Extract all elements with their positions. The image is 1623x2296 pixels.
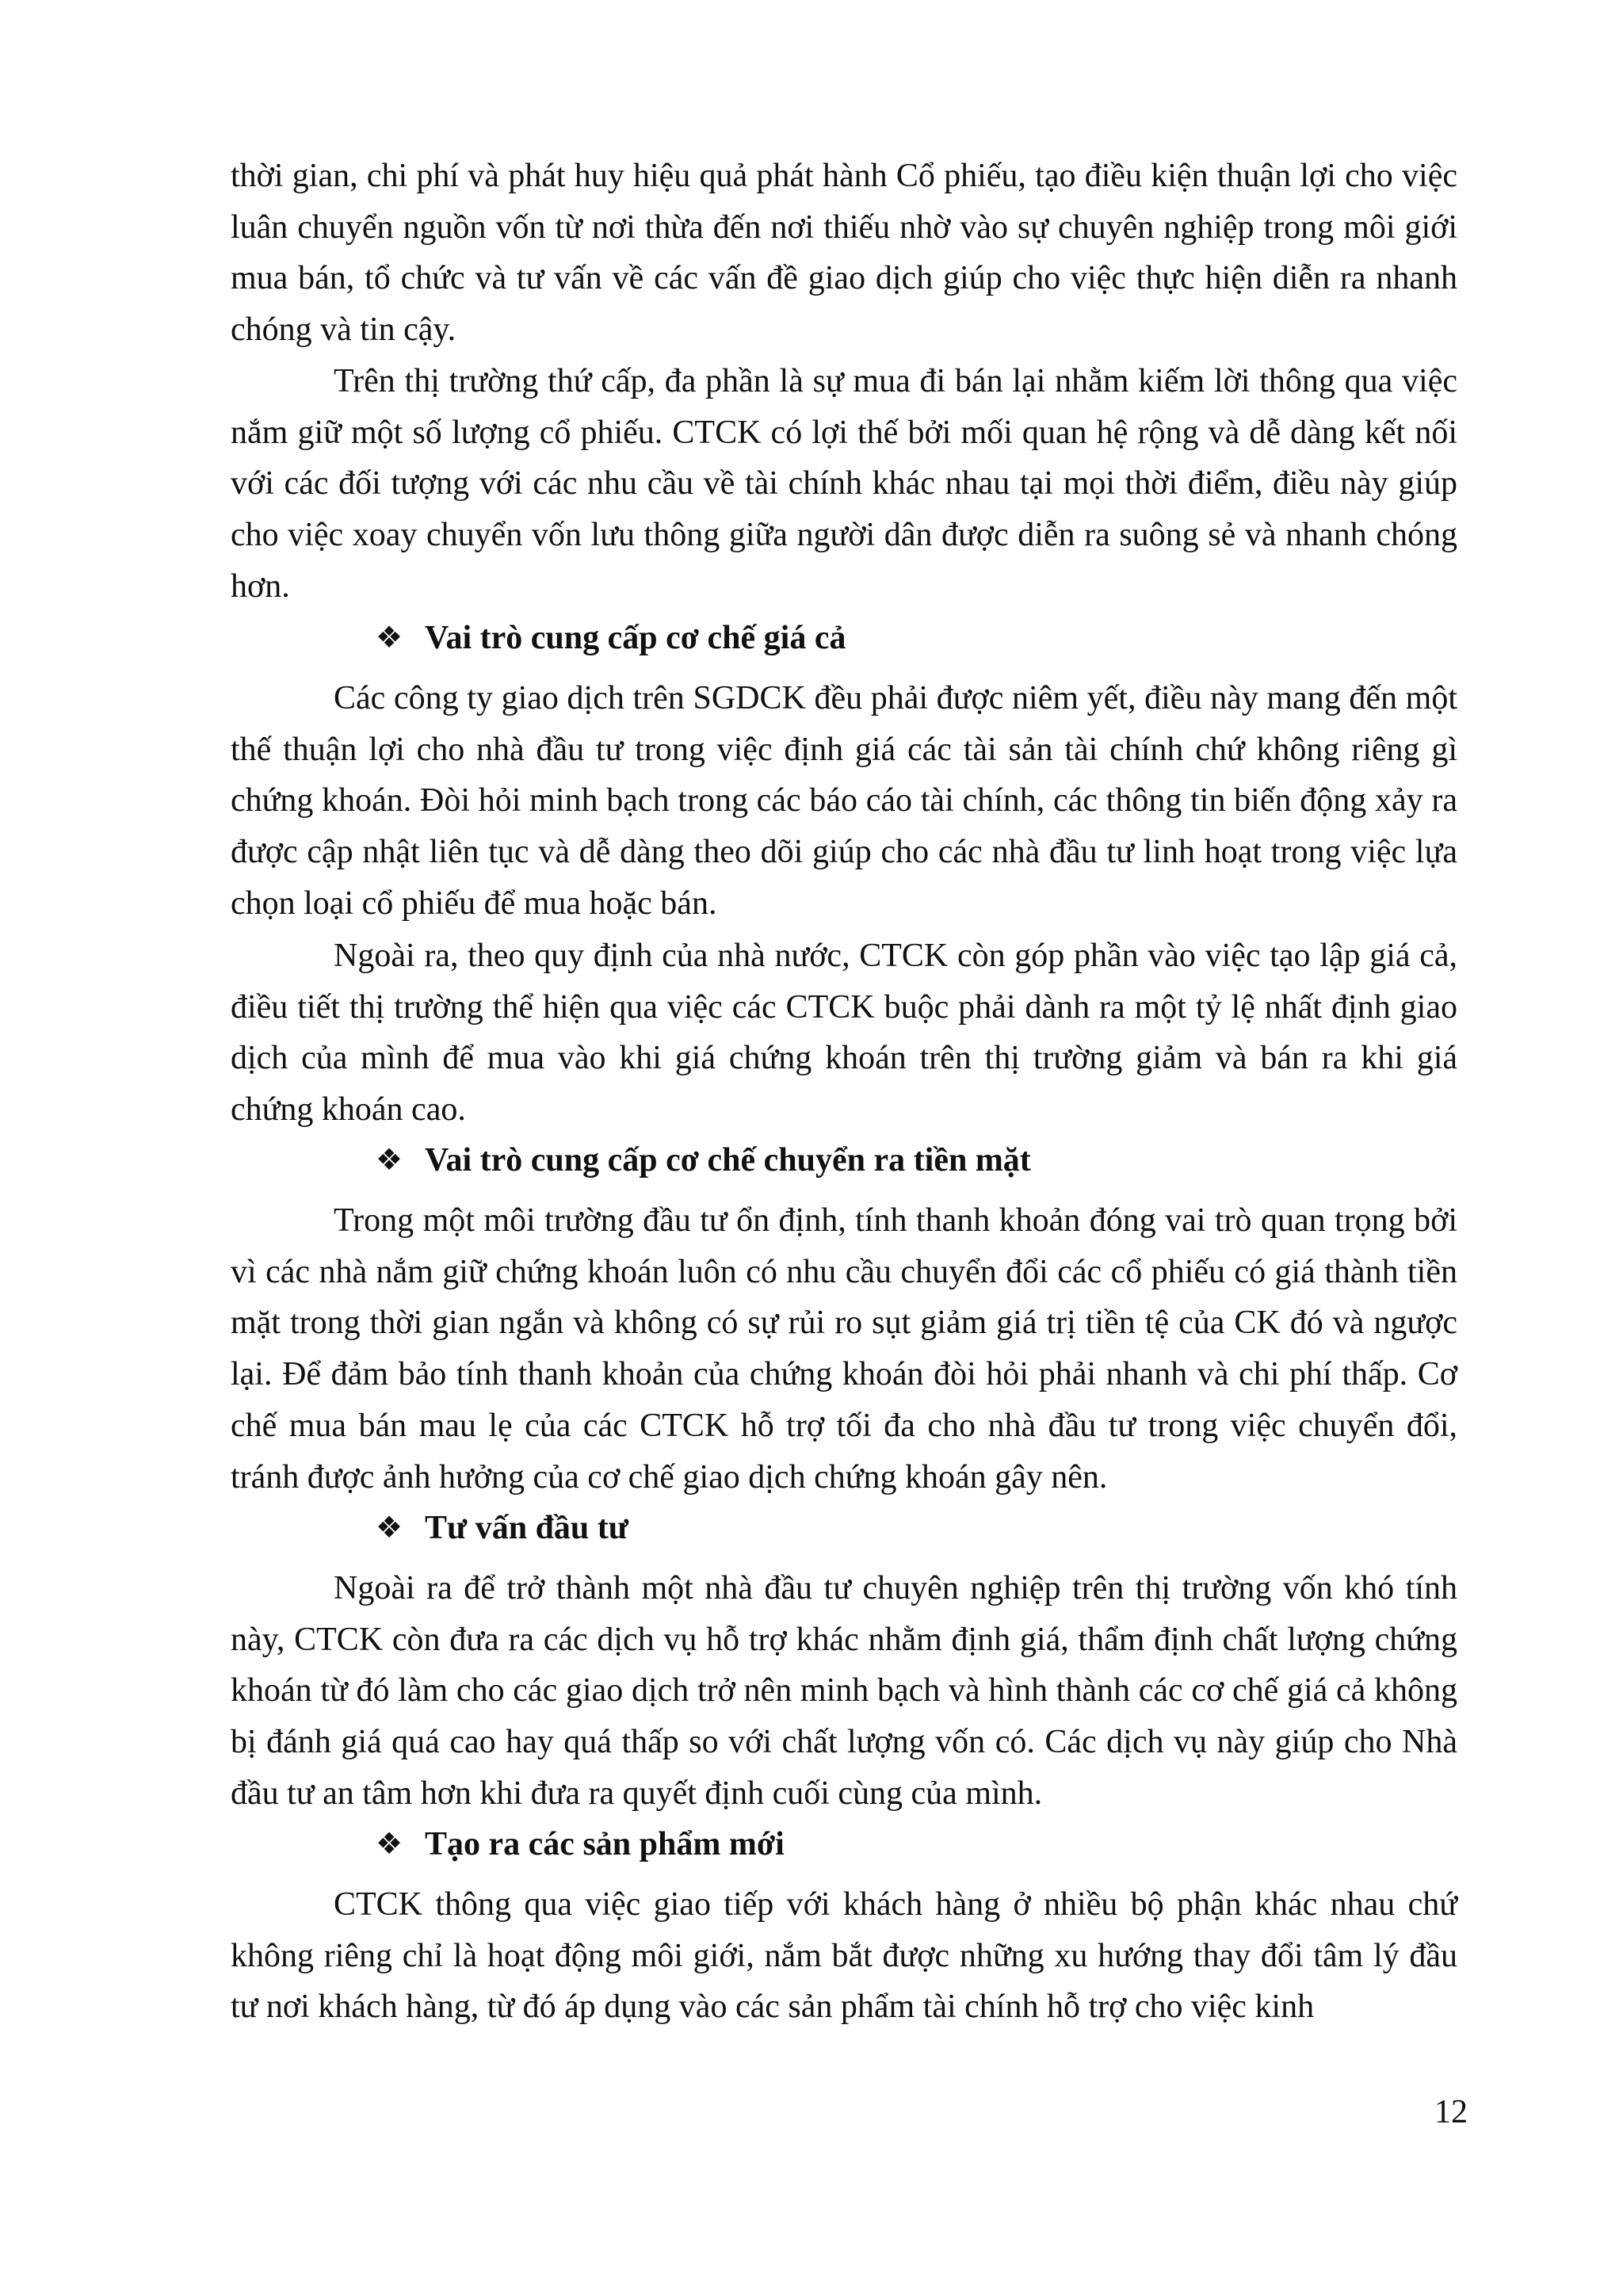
heading-text: Tạo ra các sản phẩm mới [425,1826,785,1862]
heading-text: Vai trò cung cấp cơ chế chuyển ra tiền mặt [425,1142,1031,1179]
page-number: 12 [1434,2094,1468,2130]
paragraph: CTCK thông qua việc giao tiếp với khách hàng ở nhiều bộ phận khác nhau chứ không riêng chỉ là hoạt động môi giới, nắm bắt được những xu hướng thay đổi tâm lý đầu tư nơi khách hàng, từ đó áp dụng vào các sản phẩm tài chính hỗ trợ cho việc kinh [231,1886,1457,2026]
section-heading [376,1137,1453,1184]
diamond-bullet-icon: ❖ [376,1511,403,1545]
diamond-bullet-icon: ❖ [376,621,403,655]
heading-text: Vai trò cung cấp cơ chế giá cả [425,620,846,656]
heading-text: Tư vấn đầu tư [425,1510,628,1546]
paragraph: Các công ty giao dịch trên SGDCK đều phải được niêm yết, điều này mang đến một thế thuận lợi cho nhà đầu tư trong việc định giá các tài sản tài chính chứ không riêng gì chứng khoán. Đòi hỏi minh bạch trong các báo cáo tài chính, các thông tin biến động xảy ra được cập nhật liên tục và dễ dàng theo dõi giúp cho các nhà đầu tư linh hoạt trong việc lựa chọn loại cổ phiếu để mua hoặc bán. [231,680,1457,922]
diamond-bullet-icon: ❖ [376,1144,403,1177]
paragraph: Ngoài ra để trở thành một nhà đầu tư chuyên nghiệp trên thị trường vốn khó tính này, CTCK còn đưa ra các dịch vụ hỗ trợ khác nhằm định giá, thẩm định chất lượng chứng khoán từ đó làm cho các giao dịch trở nên minh bạch và hình thành các cơ chế giá cả không bị đánh giá quá cao hay quá thấp so với chất lượng vốn có. Các dịch vụ này giúp cho Nhà đầu tư an tâm hơn khi đưa ra quyết định cuối cùng của mình. [231,1570,1457,1812]
paragraph: Ngoài ra, theo quy định của nhà nước, CTCK còn góp phần vào việc tạo lập giá cả, điều tiết thị trường thể hiện qua việc các CTCK buộc phải dành ra một tỷ lệ nhất định giao dịch của mình để mua vào khi giá chứng khoán trên thị trường giảm và bán ra khi giá chứng khoán cao. [231,938,1457,1129]
diamond-bullet-icon: ❖ [376,1828,403,1861]
section-heading [376,1820,1453,1868]
section-heading [376,1504,1453,1552]
section-heading [376,614,1453,662]
paragraph: Trên thị trường thứ cấp, đa phần là sự mua đi bán lại nhằm kiếm lời thông qua việc nắm giữ một số lượng cổ phiếu. CTCK có lợi thế bởi mối quan hệ rộng và dễ dàng kết nối với các đối tượng với các nhu cầu về tài chính khác nhau tại mọi thời điểm, điều này giúp cho việc xoay chuyển vốn lưu thông giữa người dân được diễn ra suông sẻ và nhanh chóng hơn. [231,363,1457,605]
paragraph: thời gian, chi phí và phát huy hiệu quả phát hành Cổ phiếu, tạo điều kiện thuận lợi cho việc luân chuyển nguồn vốn từ nơi thừa đến nơi thiếu nhờ vào sự chuyên nghiệp trong môi giới mua bán, tổ chức và tư vấn về các vấn đề giao dịch giúp cho việc thực hiện diễn ra nhanh chóng và tin cậy. [231,158,1457,349]
paragraph: Trong một môi trường đầu tư ổn định, tính thanh khoản đóng vai trò quan trọng bởi vì các nhà nắm giữ chứng khoán luôn có nhu cầu chuyển đổi các cổ phiếu có giá thành tiền mặt trong thời gian ngắn và không có sự rủi ro sụt giảm giá trị tiền tệ của CK đó và ngược lại. Để đảm bảo tính thanh khoản của chứng khoán đòi hỏi phải nhanh và chi phí thấp. Cơ chế mua bán mau lẹ của các CTCK hỗ trợ tối đa cho nhà đầu tư trong việc chuyển đổi, tránh được ảnh hưởng của cơ chế giao dịch chứng khoán gây nên. [231,1202,1457,1496]
